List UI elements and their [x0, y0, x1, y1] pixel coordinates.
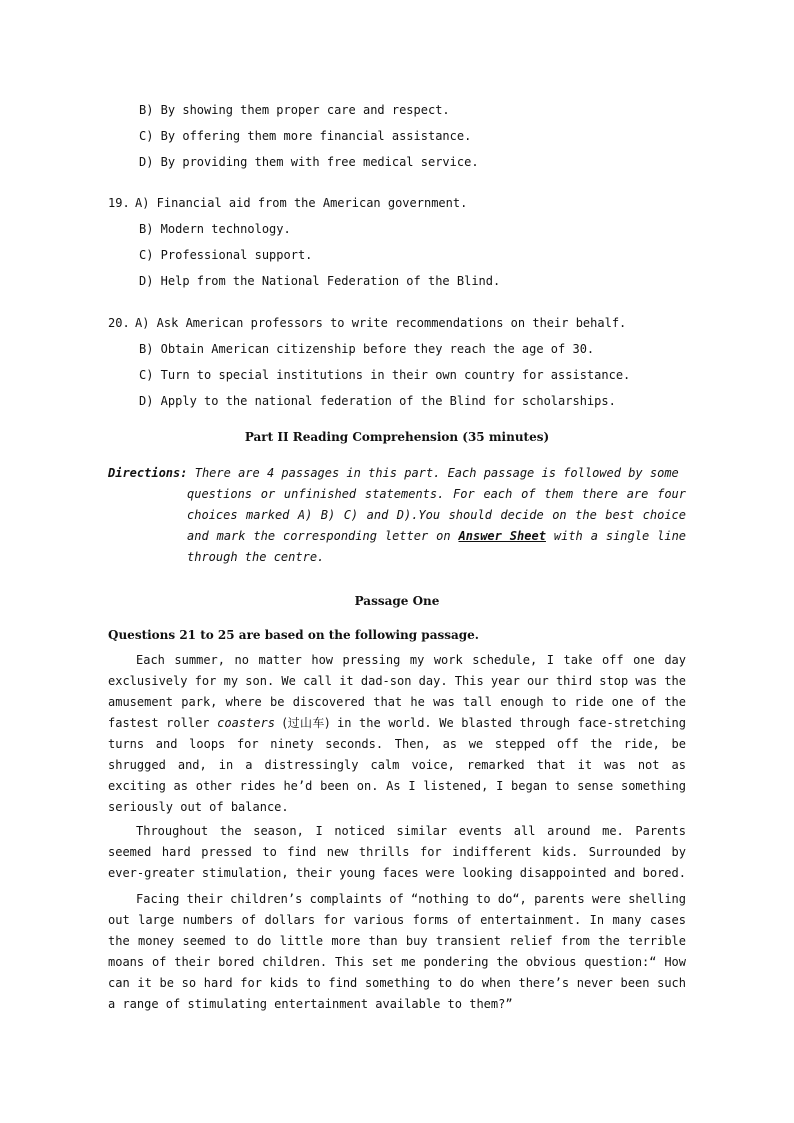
directions-label: Directions:: [108, 466, 188, 480]
q18-option-b: B) By showing them proper care and respect.: [139, 103, 450, 117]
paragraph-2: [108, 821, 686, 884]
q18-option-d: D) By providing them with free medical service.: [139, 155, 479, 169]
paragraph-1-text-a: Each summer, no matter how pressing my work schedule, I take off one day exclusively for my son. We call it dad-son day. This year our third stop was the amusement park, where be discovered that he was tall enough to ride one of the fastest roller: [108, 653, 686, 730]
q20-option-c: C) Turn to special institutions in their own country for assistance.: [139, 368, 631, 382]
coasters-chinese-gloss: (过山车): [282, 716, 330, 730]
q19-number: 19.: [108, 196, 130, 210]
q19-option-a: A) Financial aid from the American government.: [135, 196, 468, 210]
paragraph-1-text-b: in the world. We blasted through face-stretching turns and loops for ninety seconds. Then, as we stepped off the ride, be shrugged and, in a distressingly calm voice, remarked that it was not as exciting as other rides he’d been on. As I listened, I began to sense something seriously out of balance.: [108, 716, 687, 814]
q19-option-c: C) Professional support.: [139, 248, 313, 262]
q18-option-c: C) By offering them more financial assistance.: [139, 129, 472, 143]
answer-sheet-term: Answer Sheet: [458, 529, 546, 543]
q20-option-a: A) Ask American professors to write recommendations on their behalf.: [135, 316, 627, 330]
directions-text-end: with a single line through the centre.: [187, 529, 687, 564]
directions-text: questions or unfinished statements. For each of them there are four choices marked A) B) C) and D).You should decide on the best choice and mark the corresponding letter on: [187, 487, 686, 543]
passage-title: Passage One: [354, 594, 440, 608]
q20-option-d: D) Apply to the national federation of the Blind for scholarships.: [139, 394, 616, 408]
q19-option-b: B) Modern technology.: [139, 222, 291, 236]
q20-number: 20.: [108, 316, 130, 330]
directions-block: [108, 463, 686, 568]
paragraph-1: [108, 650, 686, 818]
paragraph-3: [108, 889, 686, 1015]
coasters-term: coasters: [217, 716, 275, 730]
directions-first-line: There are 4 passages in this part. Each passage is followed by some: [194, 466, 679, 480]
part2-heading: Part II Reading Comprehension (35 minutes): [244, 430, 550, 444]
paragraph-3-text: Facing their children’s complaints of “nothing to do“, parents were shelling out large numbers of dollars for various forms of entertainment. In many cases the money seemed to do little more than buy transient relief from the terrible moans of their bored children. This set me pondering the obvious question:“ How can it be so hard for kids to find something to do when there’s never been such a range of stimulating entertainment available to them?”: [108, 892, 686, 1011]
paragraph-2-text: Throughout the season, I noticed similar events all around me. Parents seemed hard pressed to find new thrills for indifferent kids. Surrounded by ever-greater stimulation, their young faces were looking disappointed and bored.: [108, 824, 686, 880]
passage-intro: Questions 21 to 25 are based on the following passage.: [108, 628, 479, 642]
q20-option-b: B) Obtain American citizenship before they reach the age of 30.: [139, 342, 595, 356]
q19-option-d: D) Help from the National Federation of the Blind.: [139, 274, 501, 288]
